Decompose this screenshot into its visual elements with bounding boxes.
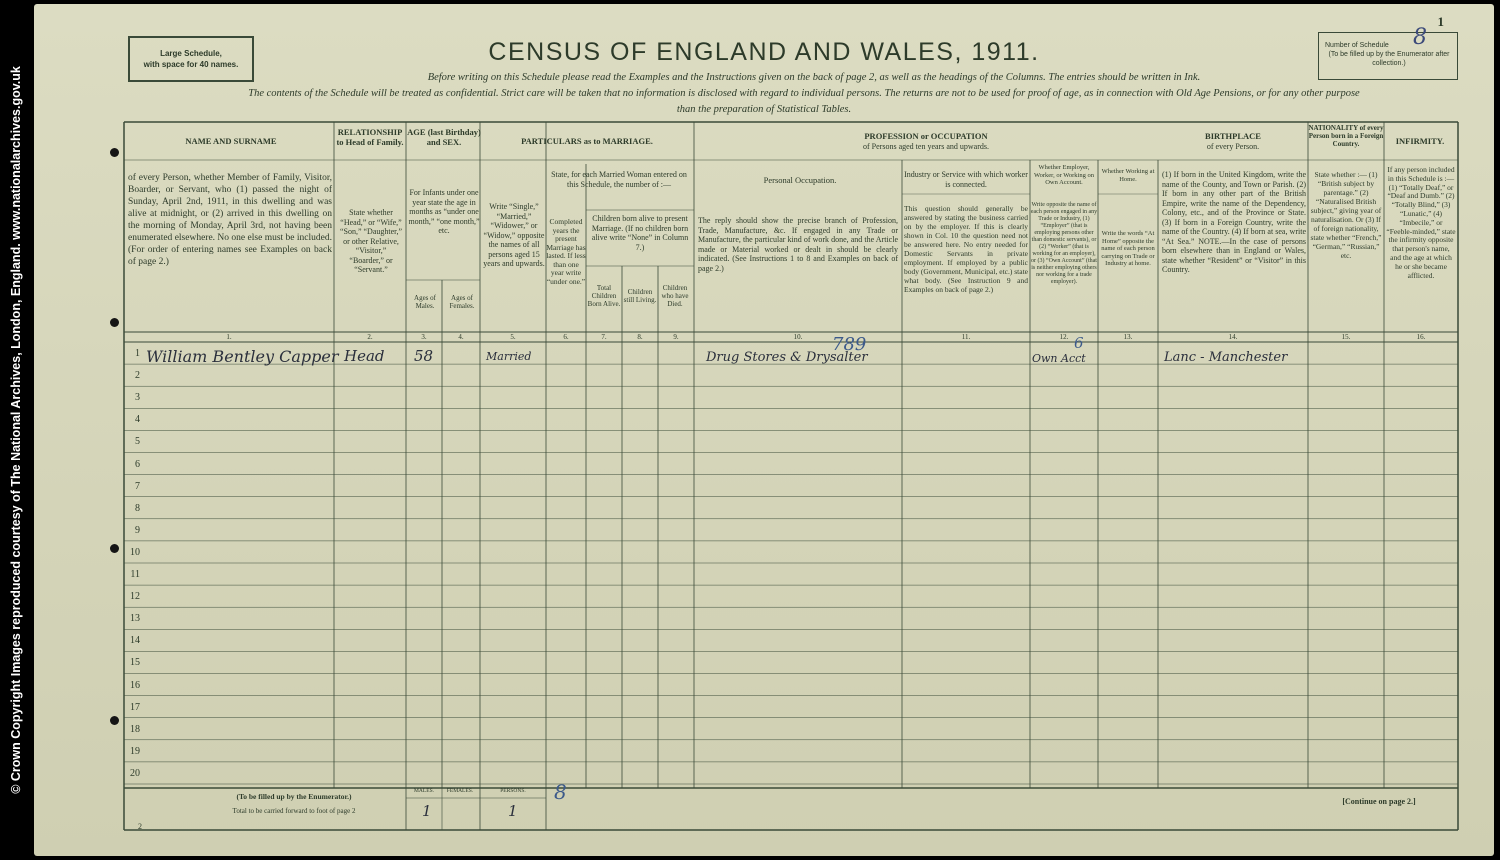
row-number: 1 — [135, 348, 140, 359]
desc-years-married: Completed years the present Marriage has lasted. If less than one year write “under one.” — [546, 217, 586, 286]
column-number: 9. — [673, 333, 679, 341]
row-number: 6 — [135, 458, 140, 470]
row-number: 9 — [135, 524, 140, 536]
census-schedule-page — [34, 4, 1494, 856]
large-schedule-line-2: with space for 40 names. — [143, 60, 239, 69]
row-number: 5 — [135, 436, 140, 448]
entry-occupation: Drug Stores & Drysalter — [706, 350, 868, 365]
binding-hole — [110, 148, 119, 157]
row-number: 17 — [130, 701, 140, 713]
header-profession-sub: of Persons aged ten years and upwards. — [863, 142, 989, 151]
totals-persons-mark: 8 — [554, 780, 567, 804]
entry-employment: Own Acct — [1032, 352, 1086, 365]
row-number: 16 — [130, 679, 140, 691]
desc-employer: Whether Employer, Worker, or Working on Own Account. — [1034, 164, 1094, 186]
row-number: 18 — [130, 723, 140, 735]
entry-marital: Married — [486, 350, 532, 363]
desc-occupation-detail: The reply should show the precise branch of Profession, Trade, Manufacture, &c. If engaged in any Trade or Manufacture, the particular kind of work done, and the Article made or Material worked or dealt in should be clearly indicated. (See Instructions 1 to 8 and Examples on back of page 2.) — [698, 216, 898, 273]
row-number: 8 — [135, 502, 140, 514]
totals-label: (To be filled up by the Enumerator.) — [236, 792, 352, 801]
header-name: NAME AND SURNAME — [185, 136, 277, 146]
header-marriage: PARTICULARS as to MARRIAGE. — [521, 136, 653, 146]
binding-hole — [110, 318, 119, 327]
column-number: 3. — [421, 333, 427, 341]
row-number: 19 — [130, 745, 140, 757]
totals-persons-label: PERSONS. — [500, 788, 526, 794]
row-number: 20 — [130, 767, 140, 779]
row-number: 13 — [130, 613, 140, 625]
desc-still-living: Children still Living. — [623, 288, 657, 304]
entry-relationship: Head — [344, 347, 385, 365]
desc-infirmity-detail: If any person included in this Schedule is :— (1) “Totally Deaf,” or “Deaf and Dumb.” (2) “Totally Blind,” (3) “Lunatic,” (4) “Imbecile,” or “Feeble-minded,” state the infirmity opposite that person's name, and the age at which he or she became afflicted. — [1386, 165, 1456, 280]
totals-males-value: 1 — [422, 802, 432, 820]
large-schedule-line-1: Large Schedule, — [160, 49, 222, 58]
row-number: 7 — [135, 480, 140, 492]
footer-mark: 2 — [138, 822, 142, 831]
desc-industry: Industry or Service with which worker is connected. — [904, 170, 1028, 189]
desc-died: Children who have Died. — [661, 284, 689, 308]
column-number: 13. — [1123, 333, 1133, 341]
row-number: 2 — [135, 370, 140, 382]
schedule-number-note: (To be filled up by the Enumerator after collection.) — [1328, 51, 1450, 67]
desc-name: of every Person, whether Member of Family, Visitor, Boarder, or Servant, who (1) passed the night of Sunday, April 2nd, 1911, in this dwelling and was alive at midnight, or (2) arrived in this dwelling on the morning of Monday, April 3rd, not having been enumerated elsewhere. No one else must be included. (For order of entering names see Examples on back of page 2.) — [128, 173, 332, 267]
desc-married-woman: State, for each Married Woman entered on this Schedule, the number of :— — [551, 170, 687, 189]
column-number: 11. — [961, 333, 971, 341]
desc-at-home: Whether Working at Home. — [1101, 168, 1155, 183]
header-birthplace: BIRTHPLACE — [1205, 131, 1261, 141]
desc-total-born: Total Children Born Alive. — [587, 284, 621, 308]
entry-birthplace: Lanc - Manchester — [1164, 350, 1288, 365]
desc-personal-occupation: Personal Occupation. — [763, 175, 837, 185]
desc-infants: For Infants under one year state the age in months as “under one month,” “one month,” etc. — [408, 188, 480, 235]
totals-males-label: MALES. — [413, 788, 434, 794]
row-number: 4 — [135, 414, 140, 426]
row-number: 12 — [130, 591, 140, 603]
entry-employer-code: 6 — [1074, 334, 1084, 352]
instruction-line-3: than the preparation of Statistical Tables. — [676, 104, 852, 115]
row-number: 3 — [135, 392, 140, 404]
totals-persons-value: 1 — [508, 802, 518, 820]
desc-nationality-detail: State whether :— (1) “British subject by parentage.” (2) “Naturalised British subject,” giving year of naturalisation. Or (3) If of foreign nationality, state whether “French,” “German,” “Russian,” etc. — [1310, 170, 1382, 260]
desc-birthplace-detail: (1) If born in the United Kingdom, write the name of the County, and Town or Parish. (2) If born in any other part of the British Empire, write the name of the Dependency, Colony, etc., and of the Province or State. (3) If born in a Foreign Country, write the name of the Country. (4) If born at sea, write “At Sea.” NOTE.—In the case of persons born elsewhere than in England or Wales, state whether “Resident” or “Visitor” in this Country. — [1162, 170, 1306, 274]
column-number: 5. — [510, 333, 516, 341]
page-title: CENSUS OF ENGLAND AND WALES, 1911. — [488, 38, 1040, 66]
schedule-number-value: 8 — [1413, 25, 1427, 50]
entry-age-male: 58 — [414, 347, 434, 365]
column-number: 4. — [458, 333, 464, 341]
page-number: 1 — [1437, 14, 1444, 29]
column-number: 1. — [226, 333, 232, 341]
column-number: 15. — [1341, 333, 1351, 341]
row-number: 15 — [130, 657, 140, 669]
schedule-number-label: Number of Schedule — [1325, 42, 1389, 49]
entry-name: William Bentley Capper — [146, 347, 339, 366]
header-relationship: RELATIONSHIP to Head of Family. — [336, 127, 404, 147]
header-infirmity: INFIRMITY. — [1395, 136, 1445, 146]
instruction-line-2: The contents of the Schedule will be treated as confidential. Strict care will be taken that no information is disclosed with regard to individual persons. The returns are not to be used for proof of age, as in connection with Old Age Pensions, or for any other purpose — [248, 88, 1360, 99]
header-age: AGE (last Birthday) and SEX. — [407, 127, 481, 147]
totals-females-label: FEMALES. — [446, 788, 474, 794]
desc-employer-detail: Write opposite the name of each person engaged in any Trade or Industry, (1) “Employer” (that is employing persons other than domestic servants), or (2) “Worker” (that is working for an employer), or (3) “Own Account” (that is neither employing others nor working for a trade employer). — [1030, 202, 1098, 285]
desc-industry-detail: This question should generally be answered by stating the business carried on by the employer. If this is clearly shown in Col. 10 the question need not be answered here. No entry needed for Domestic Servants in private employment. If employed by a public body (Government, Municipal, etc.) state what body. (See Instruction 9 and Examples on back of page 2.) — [904, 204, 1028, 294]
binding-hole — [110, 716, 119, 725]
desc-children-born: Children born alive to present Marriage. (If no children born alive write “None” in Column 7.) — [591, 214, 689, 252]
totals-sublabel: Total to be carried forward to foot of page 2 — [232, 807, 356, 815]
header-profession: PROFESSION or OCCUPATION — [864, 131, 988, 141]
column-number: 12. — [1059, 333, 1069, 341]
side-strip — [0, 0, 32, 860]
desc-at-home-detail: Write the words “At Home” opposite the name of each person carrying on Trade or Industry at home. — [1101, 230, 1155, 267]
continue-note: [Continue on page 2.] — [1342, 797, 1416, 806]
desc-ages-males: Ages of Males. — [414, 294, 436, 310]
column-number: 6. — [563, 333, 569, 341]
row-number: 11 — [130, 569, 140, 580]
column-number: 8. — [637, 333, 643, 341]
copyright-caption: © Crown Copyright Images reproduced courtesy of The National Archives, London, England. www.nationalarchives.gov.uk — [9, 66, 23, 794]
instruction-line-1: Before writing on this Schedule please read the Examples and the Instructions given on the back of page 2, as well as the headings of the Columns. The entries should be written in Ink. — [427, 72, 1201, 83]
column-number: 14. — [1228, 333, 1238, 341]
header-nationality: NATIONALITY of every Person born in a Foreign Country. — [1308, 124, 1384, 148]
column-number: 10. — [793, 333, 803, 341]
column-number: 7. — [601, 333, 607, 341]
header-birthplace-sub: of every Person. — [1206, 142, 1260, 151]
desc-relationship: State whether “Head,” or “Wife,” “Son,” “Daughter,” or other Relative, “Visitor,” “Boarder,” or “Servant.” — [339, 208, 403, 274]
desc-ages-females: Ages of Females. — [449, 294, 475, 310]
row-number: 10 — [130, 546, 140, 558]
binding-hole — [110, 544, 119, 553]
column-number: 16. — [1416, 333, 1426, 341]
desc-marital: Write “Single,” “Married,” “Widower,” or “Widow,” opposite the names of all persons aged 15 years and upwards. — [483, 202, 545, 268]
column-number: 2. — [367, 333, 373, 341]
row-number: 14 — [130, 635, 140, 647]
entry-occupation-code: 789 — [832, 334, 867, 355]
